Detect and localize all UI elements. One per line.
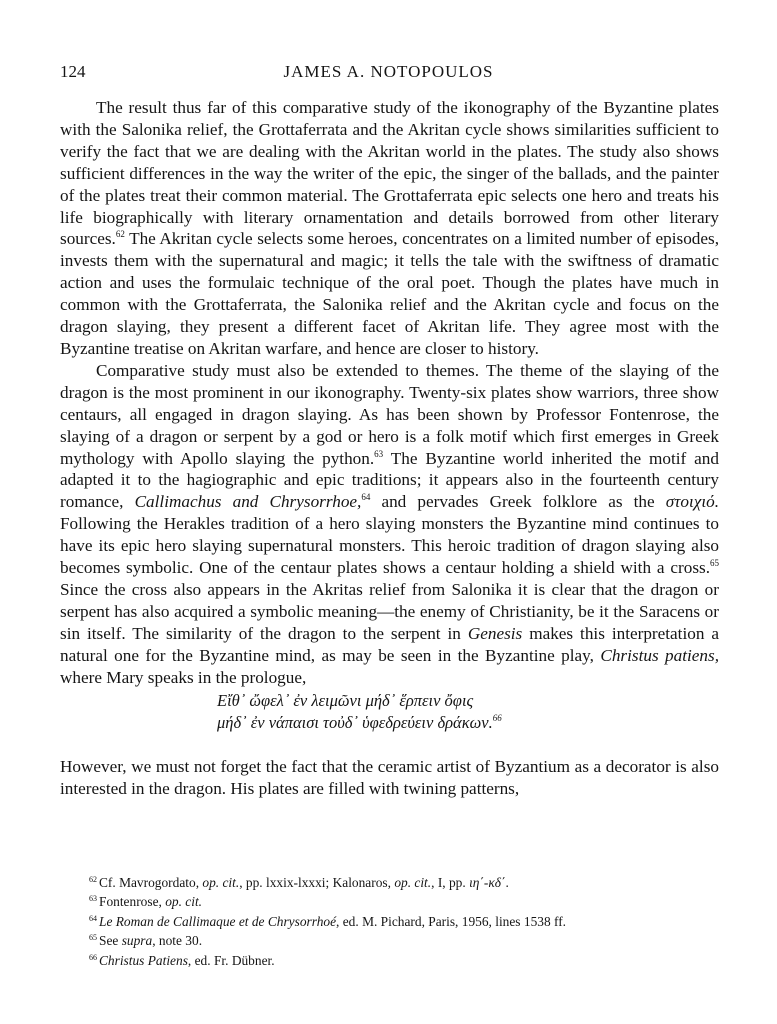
footnote-62 — [89, 873, 719, 892]
footnote-text — [99, 875, 509, 890]
footnote-number: 65 — [89, 933, 97, 943]
footnote-ref-65: 65 — [710, 558, 719, 569]
footnote-part: , note 30. — [152, 933, 203, 949]
footnote-part: . — [505, 875, 509, 890]
footnote-part: op. cit. — [394, 875, 432, 890]
paragraph-2-text-c: and pervades Greek folklore as the — [370, 492, 666, 512]
footnote-63 — [89, 892, 719, 911]
footnote-part: , pp. lxxix-lxxxi; Kalonaros, — [239, 875, 395, 890]
paragraph-2-text-d: Following the Herakles tradition of a hero slaying monsters the Byzantine mind continues to have its epic hero slaying supernatural monsters. This heroic tradition of dragon slaying also becomes symbolic. One of the centaur plates shows a centaur holding a shield with a cross. — [60, 514, 719, 578]
title-genesis: Genesis — [467, 623, 523, 643]
footnote-part: See — [99, 933, 122, 949]
page-header — [60, 62, 717, 86]
footnote-part: , I, pp. — [431, 875, 470, 890]
footnote-number: 64 — [89, 913, 97, 923]
footnotes — [89, 873, 719, 970]
greek-verse — [217, 690, 719, 733]
footnote-ref-62: 62 — [115, 229, 125, 240]
footnote-65 — [89, 931, 719, 950]
footnote-number: 63 — [89, 894, 97, 904]
verse-line-2-text: μήδ᾽ ἐν νάπαισι τοὐδ᾽ ὑφεδρεύειν δράκων. — [217, 712, 493, 732]
paragraph-1-text-a: The result thus far of this comparative study of the ikonography of the Byzantine plates with the Salonika relief, the Grottaferrata and the Akritan cycle shows similarities sufficient to verify the fact that we are dealing with the Akritan world in the plates. The study also shows sufficient differences in the way the writer of the epic, the singer of the ballads, and the painter of the plates treat their common material. The Grottaferrata epic selects one hero and treats his life biographically with literary ornamentation and details borrowed from other literary sources. — [60, 98, 719, 249]
footnote-ref-63: 63 — [374, 448, 384, 459]
paragraph-1-text-b: The Akritan cycle selects some heroes, concentrates on a limited number of episodes, invests them with the supernatural and magic; it tells the tale with the swiftness of dramatic action and uses the formulaic technique of the oral poet. Though the plates have much in common with the Grottaferrata, the Salonika relief and the Akritan cycle and focus on the dragon slaying, they present a different facet of Akritan life. They agree most with the Byzantine treatise on Akritan warfare, and hence are closer to history. — [60, 229, 719, 358]
footnote-number: 62 — [89, 875, 97, 884]
footnote-ref-66: 66 — [492, 712, 502, 723]
paragraph-3: However, we must not forget the fact that the ceramic artist of Byzantium as a decorator is also interested in the dragon. His plates are filled with twining patterns, — [60, 757, 719, 799]
verse-line-2 — [217, 712, 719, 734]
footnote-text — [99, 953, 275, 968]
footnote-part: Cf. Mavrogordato, — [99, 875, 203, 890]
verse-line-1: Εἴθ᾽ ὤφελ᾽ ἐν λειμῶνι μήδ᾽ ἕρπειν ὄφις — [217, 691, 474, 711]
footnote-66 — [89, 951, 719, 970]
running-head: JAMES A. NOTOPOULOS — [283, 62, 494, 81]
paragraph-2-text-f: makes this interpretation a natural one for the Byzantine mind, as may be seen in the Byzantine play, — [60, 623, 719, 665]
footnote-part: op. cit. — [202, 875, 240, 890]
footnote-part: supra — [121, 933, 153, 949]
footnote-part: , ed. M. Pichard, Paris, 1956, lines 1538 ff. — [336, 913, 567, 929]
paragraph-2-text-a: Comparative study must also be extended to themes. The theme of the slaying of the dragon is the most prominent in our ikonography. Twenty-six plates show warriors, three show centaurs, all engaged in dragon slaying. As has been shown by Professor Fontenrose, the slaying of a dragon or serpent by a god or hero is a folk motif which first emerges in Greek mythology with Apollo slaying the python. — [60, 360, 719, 468]
title-christus-patiens: Christus patiens, — [600, 645, 720, 665]
footnote-part: Le Roman de Callimaque et de Chrysorrhoé — [99, 913, 337, 929]
body-text — [60, 97, 719, 800]
footnote-part: op. cit. — [165, 894, 203, 910]
footnote-number: 66 — [89, 952, 97, 962]
footnote-part: Fontenrose, — [99, 894, 166, 910]
page-number: 124 — [60, 62, 86, 81]
title-callimachus: Callimachus and Chrysorrhoe, — [134, 492, 362, 512]
footnote-part: , ed. Fr. Dübner. — [187, 952, 275, 968]
paragraph-2-text-b: The Byzantine world inherited the motif and adapted it to the hagiographic and epic traditions; it appears also in the fourteenth century romance, — [60, 448, 719, 512]
paragraph-1 — [60, 97, 719, 360]
footnote-ref-64: 64 — [361, 492, 371, 503]
paragraph-2 — [60, 360, 719, 689]
paragraph-2-text-g: where Mary speaks in the prologue, — [60, 667, 307, 687]
greek-term-stoichio: στοιχιό. — [665, 492, 720, 512]
footnote-part: ιη΄-κδ΄ — [469, 875, 506, 890]
footnote-text — [99, 894, 202, 909]
footnote-part: Christus Patiens — [99, 952, 188, 968]
footnote-text — [99, 914, 566, 929]
footnote-text — [99, 933, 202, 948]
paragraph-2-text-e: Since the cross also appears in the Akritas relief from Salonika it is clear that the dragon or serpent has also acquired a symbolic meaning—the enemy of Christianity, be it the Saracens or sin itself. The similarity of the dragon to the serpent in — [60, 579, 719, 643]
footnote-64 — [89, 912, 719, 931]
